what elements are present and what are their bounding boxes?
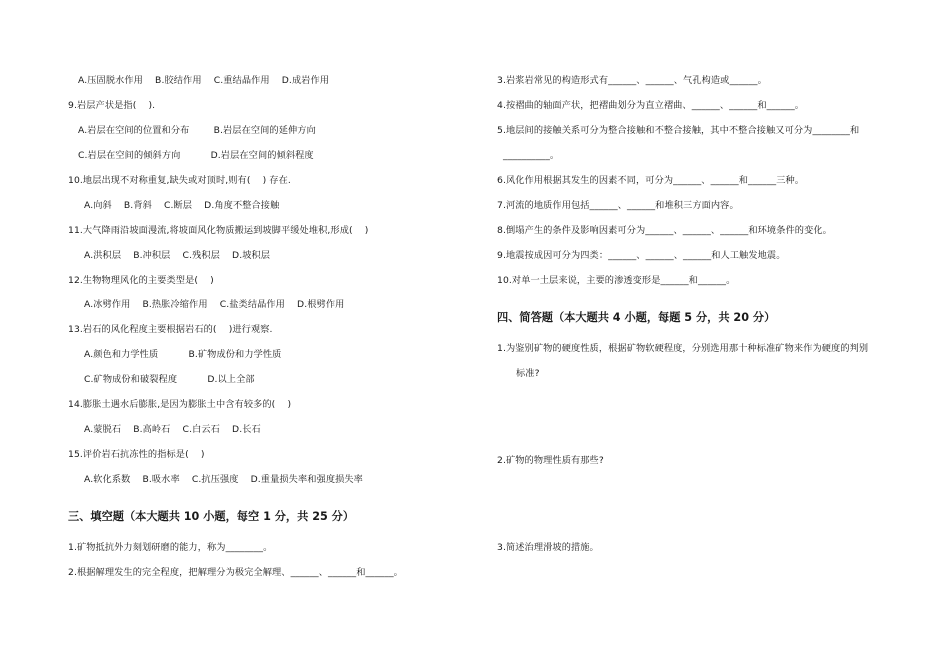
fill-question-6: 6.风化作用根据其发生的因素不同，可分为______、______和______三种。	[497, 175, 805, 186]
fill-question-7: 7.河流的地质作用包括______、______和堆积三方面内容。	[497, 200, 739, 211]
fill-question-3: 3.岩浆岩常见的构造形式有______、______、气孔构造或______。	[497, 75, 767, 86]
q15-options: A.软化系数 B.吸水率 C.抗压强度 D.重量损失率和强度损失率	[84, 474, 363, 485]
q13-options-2: C.矿物成份和破裂程度 D.以上全部	[84, 374, 255, 385]
q10-stem: 10.地层出现不对称重复,缺失或对顶时,则有( ) 存在.	[68, 175, 291, 186]
q11-stem: 11.大气降雨沿坡面漫流,将坡面风化物质搬运到坡脚平缓处堆积,形成( )	[68, 225, 369, 236]
q8-options: A.压固脱水作用 B.胶结作用 C.重结晶作用 D.成岩作用	[78, 75, 330, 86]
q11-options: A.洪积层 B.冲积层 C.残积层 D.坡积层	[84, 250, 271, 261]
q13-options-1: A.颜色和力学性质 B.矿物成份和力学性质	[84, 349, 282, 360]
short-answer-3: 3.简述治理滑坡的措施。	[497, 542, 599, 553]
short-answer-1-line1: 1.为鉴别矿物的硬度性质，根据矿物软硬程度，分别选用那十种标准矿物来作为硬度的判别	[497, 343, 869, 354]
section3-heading: 三、填空题（本大题共 10 小题，每空 1 分，共 25 分）	[68, 510, 355, 523]
fill-question-9: 9.地震按成因可分为四类：______、______、______和人工触发地震。	[497, 250, 786, 261]
q15-stem: 15.评价岩石抗冻性的指标是( )	[68, 449, 205, 460]
fill-question-2: 2.根据解理发生的完全程度，把解理分为极完全解理、______、______和______。	[68, 567, 403, 578]
short-answer-1-line2: 标准?	[516, 368, 540, 379]
q10-options: A.向斜 B.背斜 C.断层 D.角度不整合接触	[84, 200, 280, 211]
q9-stem: 9.岩层产状是指( ).	[68, 100, 156, 111]
fill-question-8: 8.倒塌产生的条件及影响因素可分为______、______、______和环境条件的变化。	[497, 225, 832, 236]
fill-question-5-line2: __________。	[503, 150, 560, 161]
fill-question-1: 1.矿物抵抗外力刻划研磨的能力，称为________。	[68, 542, 273, 553]
fill-question-10: 10.对单一土层来说，主要的渗透变形是______和______。	[497, 275, 736, 286]
q9-options-1: A.岩层在空间的位置和分布 B.岩层在空间的延伸方向	[78, 125, 316, 136]
fill-question-4: 4.按褶曲的轴面产状，把褶曲划分为直立褶曲、______、______和______。	[497, 100, 805, 111]
q12-stem: 12.生物物理风化的主要类型是( )	[68, 275, 214, 286]
fill-question-5-line1: 5.地层间的接触关系可分为整合接触和不整合接触，其中不整合接触又可分为________和	[497, 125, 860, 136]
short-answer-2: 2.矿物的物理性质有那些?	[497, 455, 604, 466]
q12-options: A.冰劈作用 B.热胀冷缩作用 C.盐类结晶作用 D.根劈作用	[84, 299, 345, 310]
q9-options-2: C.岩层在空间的倾斜方向 D.岩层在空间的倾斜程度	[78, 150, 314, 161]
q14-options: A.蒙脱石 B.高岭石 C.白云石 D.长石	[84, 424, 261, 435]
q14-stem: 14.膨胀土遇水后膨胀,是因为膨胀土中含有较多的( )	[68, 399, 292, 410]
section4-heading: 四、简答题（本大题共 4 小题，每题 5 分，共 20 分）	[497, 311, 776, 324]
q13-stem: 13.岩石的风化程度主要根据岩石的( )进行观察.	[68, 324, 273, 335]
